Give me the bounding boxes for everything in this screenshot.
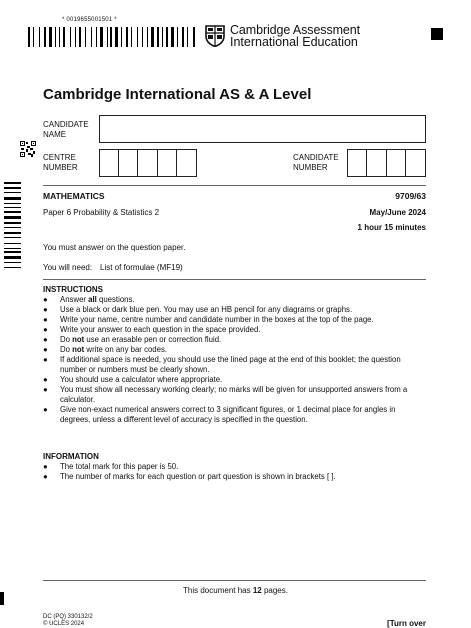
barcode-bar (126, 27, 128, 47)
paper-code: 9709/63 (395, 191, 426, 201)
page-count-suffix: pages. (261, 586, 288, 595)
barcode-bar (121, 27, 122, 47)
barcode-bar (79, 27, 81, 47)
barcode-bar (4, 251, 21, 253)
barcode-bar (4, 209, 21, 210)
shield-crest-icon (205, 25, 225, 47)
barcode-bar (66, 27, 69, 47)
barcode-bar (61, 27, 62, 47)
barcode-bar (4, 245, 21, 247)
barcode-bar (70, 27, 71, 47)
page-title: Cambridge International AS & A Level (43, 86, 312, 103)
barcode-bar (4, 220, 21, 221)
instruction-text: Write your answer to each question in the space provided. (60, 325, 261, 334)
barcode-bar (100, 27, 103, 47)
barcode-bar (189, 27, 192, 47)
barcode-bar (47, 27, 48, 47)
barcode-bar (4, 256, 21, 259)
list-item: ● You should use a calculator where appropriate. (43, 375, 223, 384)
barcode-bar (4, 194, 21, 196)
paper-title: Paper 6 Probability & Statistics 2 (43, 208, 160, 217)
exam-session: May/June 2024 (369, 208, 426, 217)
barcode-bar (4, 229, 21, 231)
barcode-bar (175, 27, 176, 47)
barcode-bar (4, 264, 21, 266)
candidate-name-field[interactable] (99, 115, 426, 143)
barcode-bar (4, 203, 21, 204)
logo-line-1: Cambridge Assessment (230, 23, 361, 37)
cambridge-logo (205, 24, 360, 48)
barcode-bar (179, 27, 181, 47)
barcode-bar (193, 27, 195, 47)
barcode-bar (77, 27, 78, 47)
instruction-text: Write your name, centre number and candidate number in the boxes at the top of the page. (60, 315, 374, 324)
barcode-bar (119, 27, 120, 47)
barcode-bar (187, 27, 188, 47)
barcode-bar (4, 190, 21, 191)
barcode-bar (107, 27, 108, 47)
barcode-bar (56, 27, 58, 47)
candidate-number-label: CANDIDATE NUMBER (293, 153, 339, 172)
barcode-bar (4, 260, 21, 261)
barcode-bar (155, 27, 156, 47)
list-item: ● The number of marks for each question or part question is shown in brackets [ ]. (43, 472, 336, 481)
instruction-text: Answer all questions. (60, 295, 135, 304)
barcode-bar (33, 27, 34, 47)
barcode-number: * 0019655001501 * (62, 17, 117, 23)
doc-code: DC (PQ) 330132/2 (43, 614, 93, 620)
instruction-text: Do not use an erasable pen or correction fluid. (60, 335, 222, 344)
barcode-bar (185, 27, 186, 47)
barcode-bar (4, 187, 21, 189)
barcode-bar (182, 27, 184, 47)
barcode-bar (4, 205, 21, 207)
barcode-bar (98, 27, 99, 47)
list-item: ● Answer all questions. (43, 295, 135, 304)
barcode-bar (35, 27, 38, 47)
barcode-bar (166, 27, 168, 47)
copyright: © UCLES 2024 (43, 621, 85, 627)
barcode-bar (4, 262, 21, 263)
barcode-bar (85, 27, 86, 47)
information-text: The number of marks for each question or part question is shown in brackets [ ]. (60, 472, 336, 481)
barcode-bar (39, 27, 40, 47)
list-item: ● Do not write on any bar codes. (43, 345, 168, 354)
divider (43, 279, 426, 280)
centre-number-field[interactable] (99, 149, 197, 177)
instruction-text: You should use a calculator where appropriate. (60, 375, 223, 384)
barcode-bar (4, 225, 21, 226)
list-item: ● Write your name, centre number and candidate number in the boxes at the top of the page. (43, 315, 374, 324)
barcode-bar (129, 27, 130, 47)
turn-over: [Turn over (387, 619, 426, 628)
instruction-text: If additional space is needed, you should use the lined page at the end of this booklet; the question number or numbers must be clearly shown. (60, 355, 401, 374)
information-text: The total mark for this paper is 50. (60, 462, 179, 471)
footer-divider (43, 580, 426, 581)
candidate-name-label: CANDIDATE NAME (43, 120, 89, 139)
logo-line-2: International Education (230, 35, 358, 49)
barcode-bar (4, 267, 21, 268)
side-barcode (4, 182, 21, 272)
barcode-bar (108, 27, 109, 47)
barcode-bar (72, 27, 74, 47)
barcode-bar (41, 27, 43, 47)
information-heading: INFORMATION (43, 452, 99, 461)
page-count-note (0, 586, 471, 595)
barcode-bar (55, 27, 56, 47)
barcode-bar (4, 197, 21, 200)
barcode-bar (4, 227, 21, 228)
instruction-text: Use a black or dark blue pen. You may use an HB pencil for any diagrams or graphs. (60, 305, 353, 314)
barcode-bar (63, 27, 65, 47)
barcode-bar (59, 27, 60, 47)
instructions-list (43, 295, 426, 425)
centre-number-label: CENTRE NUMBER (43, 153, 78, 172)
list-item: ● Give non-exact numerical answers correct to 3 significant figures, or 1 decimal place for angles in degrees, unless a different level of accuracy is specified in the question. (43, 405, 396, 424)
barcode-bar (4, 254, 21, 255)
instruction-text: Give non-exact numerical answers correct to 3 significant figures, or 1 decimal place for angles in degrees, unless a different level of accuracy is specified in the question. (60, 405, 396, 424)
barcode-bar (31, 27, 32, 47)
barcode-bar (171, 27, 174, 47)
barcode-bar (87, 27, 90, 47)
barcode-bar (110, 27, 112, 47)
barcode-bar (4, 185, 21, 186)
barcode-bar (75, 27, 76, 47)
barcode-bar (93, 27, 95, 47)
barcode-bar (177, 27, 178, 47)
list-item: ● You must show all necessary working clearly; no marks will be given for unsupported answers from a calculator. (43, 385, 408, 404)
barcode-bar (115, 27, 118, 47)
barcode-bar (133, 27, 136, 47)
barcode-bar (82, 27, 84, 47)
candidate-number-field[interactable] (347, 149, 426, 177)
barcode-bar (113, 27, 114, 47)
barcode-bar (91, 27, 92, 47)
page-count: 12 (252, 586, 262, 595)
header-barcode (28, 27, 196, 47)
instruction-text: Do not write on any bar codes. (60, 345, 168, 354)
barcode-bar (4, 222, 21, 224)
barcode-bar (137, 27, 138, 47)
answer-note: You must answer on the question paper. (43, 243, 186, 252)
barcode-bar (142, 27, 143, 47)
barcode-bar (104, 27, 106, 47)
barcode-bar (4, 214, 21, 215)
barcode-bar (4, 232, 21, 234)
instruction-text: You must show all necessary working clearly; no marks will be given for unsupported answers from a calculator. (60, 385, 408, 404)
barcode-bar (4, 192, 21, 193)
barcode-bar (147, 27, 148, 47)
barcode-bar (4, 201, 21, 202)
barcode-bar (53, 27, 54, 47)
barcode-bar (4, 207, 21, 208)
barcode-bar (164, 27, 165, 47)
barcode-bar (4, 235, 21, 236)
barcode-bar (4, 243, 21, 244)
barcode-bar (4, 248, 21, 249)
barcode-bar (162, 27, 163, 47)
barcode-bar (151, 27, 154, 47)
you-will-need-label: You will need: (43, 263, 93, 272)
divider (43, 185, 426, 186)
barcode-bar (96, 27, 97, 47)
list-item: ● Use a black or dark blue pen. You may use an HB pencil for any diagrams or graphs. (43, 305, 353, 314)
corner-registration-mark (431, 28, 443, 40)
barcode-bar (157, 27, 159, 47)
barcode-bar (44, 27, 46, 47)
barcode-bar (139, 27, 141, 47)
barcode-bar (4, 237, 21, 238)
barcode-bar (149, 27, 150, 47)
barcode-bar (4, 182, 21, 184)
page-count-prefix: This document has (183, 586, 253, 595)
barcode-bar (49, 27, 52, 47)
qr-code-icon (20, 141, 36, 157)
barcode-bar (4, 211, 21, 213)
barcode-bar (169, 27, 170, 47)
barcode-bar (4, 250, 21, 251)
list-item: ● The total mark for this paper is 50. (43, 462, 179, 471)
barcode-bar (4, 216, 21, 219)
exam-duration: 1 hour 15 minutes (357, 223, 426, 232)
list-item: ● If additional space is needed, you should use the lined page at the end of this booklet; the question number or numbers must be clearly shown. (43, 355, 401, 374)
barcode-bar (123, 27, 125, 47)
barcode-bar (131, 27, 132, 47)
barcode-bar (4, 239, 21, 242)
you-will-need-value: List of formulae (MF19) (100, 263, 183, 272)
list-item: ● Do not use an erasable pen or correction fluid. (43, 335, 222, 344)
barcode-bar (160, 27, 162, 47)
barcode-bar (4, 269, 21, 271)
document-code (43, 614, 93, 628)
instructions-heading: INSTRUCTIONS (43, 285, 103, 294)
barcode-bar (28, 27, 30, 47)
list-item: ● Write your answer to each question in the space provided. (43, 325, 261, 334)
information-list (43, 462, 426, 482)
subject: MATHEMATICS (43, 191, 105, 201)
barcode-bar (144, 27, 146, 47)
